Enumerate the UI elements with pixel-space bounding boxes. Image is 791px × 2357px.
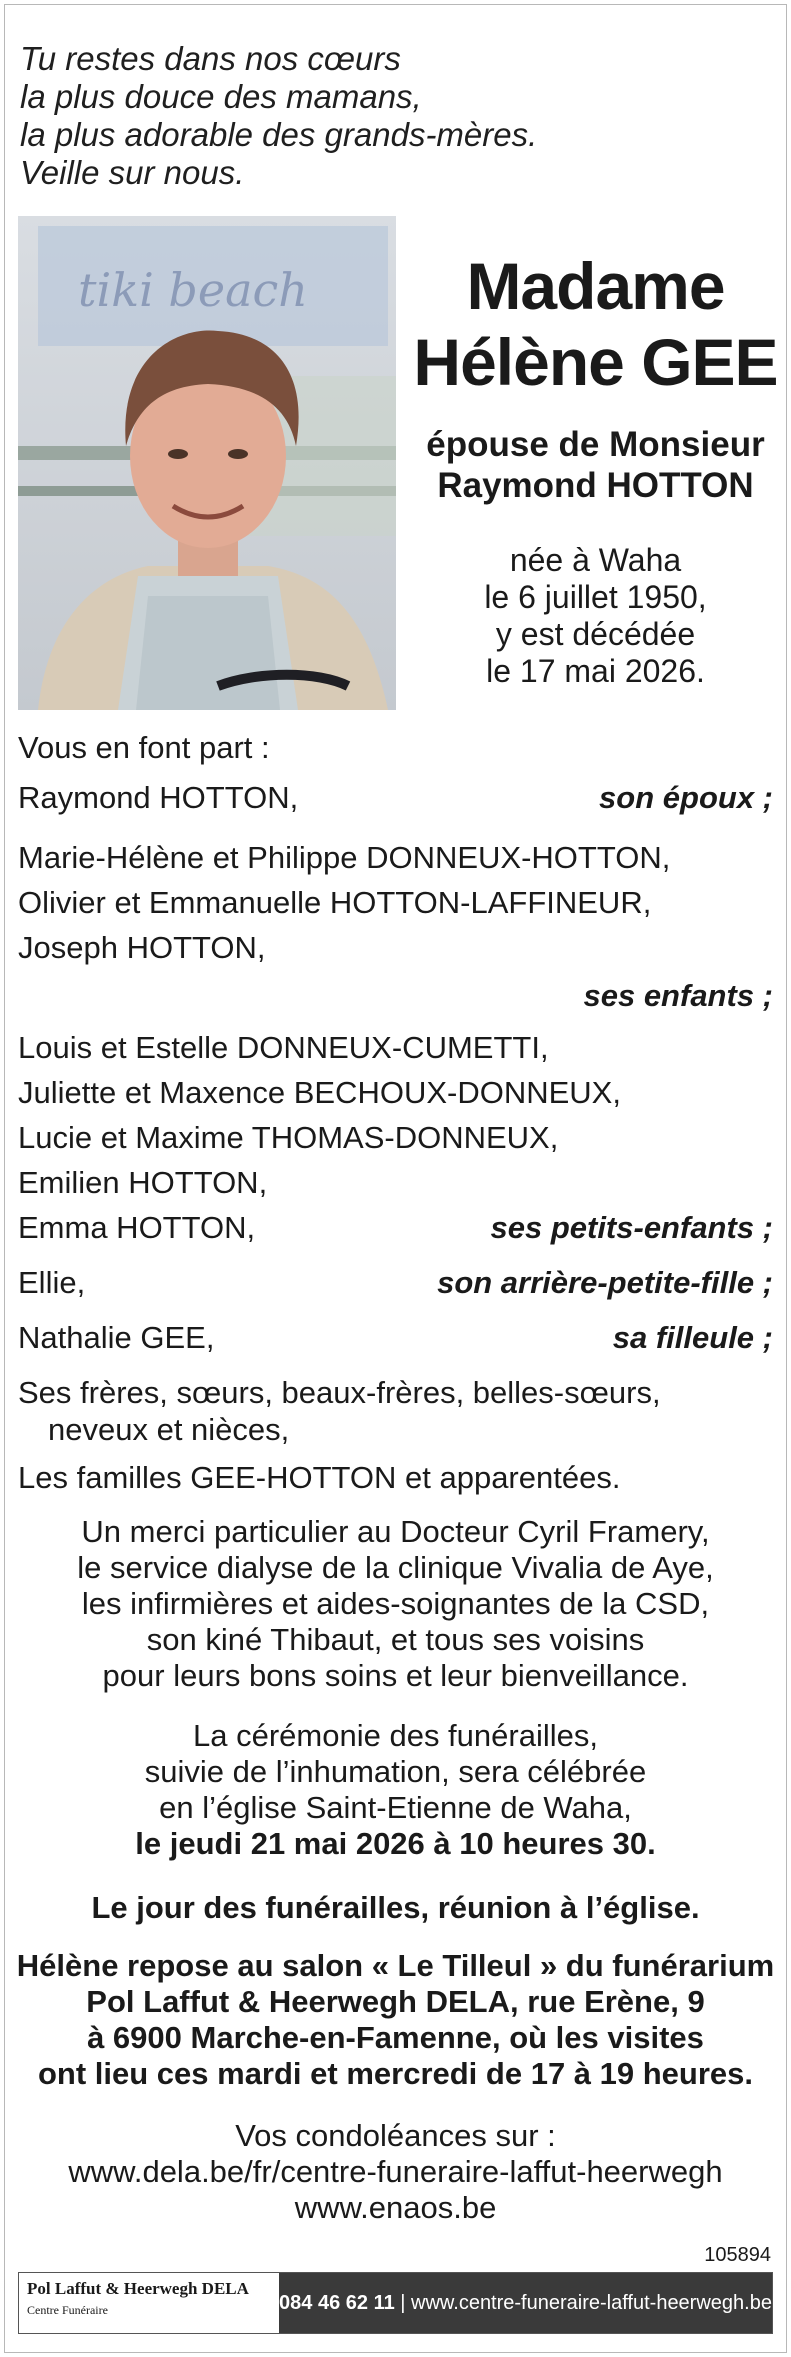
separator: | <box>394 2291 412 2314</box>
brand-subtitle: Centre Funéraire <box>27 2303 108 2317</box>
family-member: Emilien HOTTON, <box>18 1165 268 1200</box>
family-intro-text: Vous en font part : <box>18 730 270 765</box>
deceased-title: Madame <box>466 249 725 323</box>
family-member: Nathalie GEE, <box>18 1320 215 1355</box>
family-row <box>18 978 773 1014</box>
condolences-label: Vos condoléances sur : <box>235 2118 556 2153</box>
portrait-image <box>18 216 396 710</box>
ceremony-line: suivie de l’inhumation, sera célébrée <box>144 1754 647 1789</box>
ceremony-line: en l’église Saint-Etienne de Waha, <box>159 1790 632 1825</box>
family-member: Joseph HOTTON, <box>18 930 266 965</box>
family-row <box>18 1265 773 1301</box>
siblings-text: neveux et nièces, <box>48 1412 290 1447</box>
family-member: Louis et Estelle DONNEUX-CUMETTI, <box>18 1030 549 1065</box>
date-line: le 6 juillet 1950, <box>484 579 707 615</box>
family-member: Ellie, <box>18 1265 86 1300</box>
family-row <box>18 885 773 921</box>
salon-line: Hélène repose au salon « Le Tilleul » du funérarium <box>16 1948 775 1983</box>
meeting-info <box>0 1890 791 1926</box>
family-row <box>18 1210 773 1246</box>
funeral-home-brand <box>19 2273 279 2333</box>
family-row <box>18 1320 773 1356</box>
thanks-line: les infirmières et aides-soignantes de la CSD, <box>81 1586 710 1621</box>
thanks-line: Un merci particulier au Docteur Cyril Framery, <box>81 1514 710 1549</box>
siblings-line <box>18 1412 773 1448</box>
footer-contact <box>279 2273 772 2333</box>
salon-block <box>0 1948 791 2092</box>
website-link[interactable]: www.centre-funeraire-laffut-heerwegh.be <box>411 2291 772 2314</box>
thanks-block <box>0 1514 791 1694</box>
ceremony-line: La cérémonie des funérailles, <box>193 1718 598 1753</box>
thanks-line: son kiné Thibaut, et tous ses voisins <box>146 1622 645 1657</box>
condolences-link[interactable]: www.dela.be/fr/centre-funeraire-laffut-heerwegh <box>68 2154 723 2189</box>
condolences-link[interactable]: www.enaos.be <box>294 2190 497 2225</box>
family-relation: ses enfants ; <box>583 978 773 1013</box>
family-row <box>18 1120 773 1156</box>
families-line <box>18 1460 773 1496</box>
salon-line: Pol Laffut & Heerwegh DELA, rue Erène, 9 <box>86 1984 705 2019</box>
deceased-block <box>400 248 791 690</box>
siblings-text: Ses frères, sœurs, beaux-frères, belles-sœurs, <box>18 1375 661 1410</box>
family-row <box>18 930 773 966</box>
ceremony-block <box>0 1718 791 1862</box>
family-member: Lucie et Maxime THOMAS-DONNEUX, <box>18 1120 559 1155</box>
poem-line: la plus adorable des grands-mères. <box>20 116 538 153</box>
ceremony-date: le jeudi 21 mai 2026 à 10 heures 30. <box>135 1826 656 1861</box>
spouse-name: Raymond HOTTON <box>437 466 754 505</box>
family-row <box>18 780 773 816</box>
family-relation: son époux ; <box>599 780 773 815</box>
family-member: Raymond HOTTON, <box>18 780 299 815</box>
poem-line: Veille sur nous. <box>20 154 245 191</box>
family-row <box>18 840 773 876</box>
family-member: Juliette et Maxence BECHOUX-DONNEUX, <box>18 1075 621 1110</box>
thanks-line: pour leurs bons soins et leur bienveillance. <box>102 1658 689 1693</box>
thanks-line: le service dialyse de la clinique Vivalia de Aye, <box>77 1550 714 1585</box>
family-intro <box>18 730 773 766</box>
families-text: Les familles GEE-HOTTON et apparentées. <box>18 1460 621 1495</box>
condolences-block <box>0 2118 791 2226</box>
family-member: Olivier et Emmanuelle HOTTON-LAFFINEUR, <box>18 885 652 920</box>
spouse-line: épouse de Monsieur <box>426 425 765 464</box>
deceased-name: Hélène GEE <box>413 325 778 399</box>
poem-line: la plus douce des mamans, <box>20 78 422 115</box>
portrait-photo <box>18 216 396 710</box>
meeting-line: Le jour des funérailles, réunion à l’église. <box>91 1890 700 1925</box>
family-row <box>18 1075 773 1111</box>
family-relation: son arrière-petite-fille ; <box>437 1265 773 1300</box>
date-line: le 17 mai 2026. <box>486 653 705 689</box>
poem <box>20 40 537 192</box>
spouse-info <box>400 424 791 506</box>
poem-line: Tu restes dans nos cœurs <box>20 40 401 77</box>
salon-line: ont lieu ces mardi et mercredi de 17 à 19 heures. <box>37 2056 754 2091</box>
family-member: Emma HOTTON, <box>18 1210 256 1245</box>
date-line: née à Waha <box>509 542 682 578</box>
family-relation: ses petits-enfants ; <box>490 1210 773 1245</box>
funeral-home-footer <box>18 2272 773 2334</box>
family-relation: sa filleule ; <box>612 1320 773 1355</box>
brand-name: Pol Laffut & Heerwegh DELA <box>27 2279 249 2298</box>
birth-death-dates <box>400 542 791 690</box>
siblings-line <box>18 1375 773 1411</box>
date-line: y est décédée <box>495 616 696 652</box>
family-row <box>18 1030 773 1066</box>
phone-number[interactable]: 084 46 62 11 <box>279 2291 395 2314</box>
salon-line: à 6900 Marche-en-Famenne, où les visites <box>87 2020 704 2055</box>
sign-text: tiki beach <box>78 263 308 317</box>
family-row <box>18 1165 773 1201</box>
reference-number: 105894 <box>704 2244 771 2266</box>
family-member: Marie-Hélène et Philippe DONNEUX-HOTTON, <box>18 840 671 875</box>
